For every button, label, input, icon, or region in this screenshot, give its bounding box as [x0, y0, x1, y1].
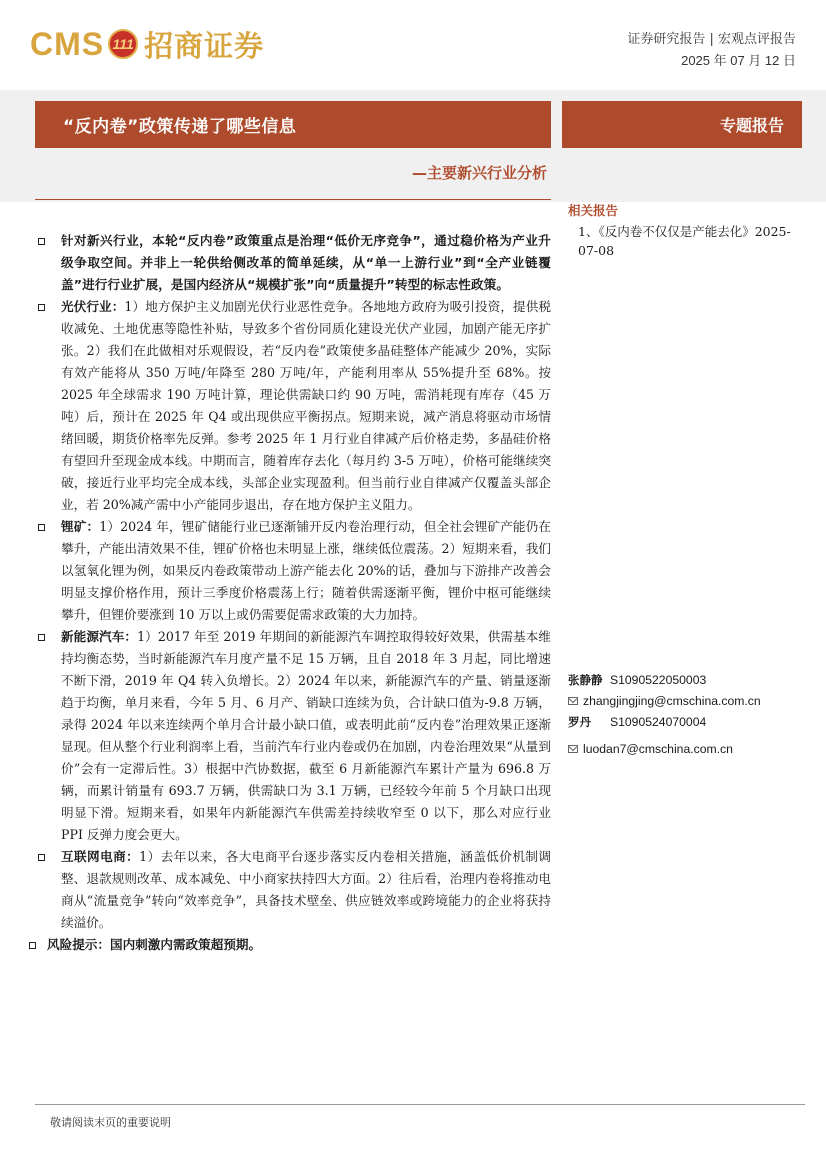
analyst-email[interactable]: luodan7@cmschina.com.cn [583, 742, 733, 756]
related-reports-title: 相关报告 [568, 203, 619, 218]
section-label: 锂矿： [61, 519, 100, 534]
summary-text: 针对新兴行业，本轮“反内卷”政策重点是治理“低价无序竞争”，通过稳价格为产业升级争取空间。并非上一轮供给侧改革的简单延续，从“单一上游行业”到“全产业链覆盖”进行行业扩展，是国内经济从“规模扩张”向“质量提升”转型的标志性政策。 [61, 233, 551, 292]
section-label: 互联网电商： [61, 849, 140, 864]
analyst-row [568, 670, 800, 690]
report-category: 证券研究报告 | 宏观点评报告 [627, 32, 796, 47]
analyst-name: 张静静 [568, 673, 603, 687]
analyst-email-row [568, 690, 800, 712]
section-text: 1）2024 年，锂矿储能行业已逐渐铺开反内卷治理行动，但全社会锂矿产能仍在攀升，产能出清效果不佳，锂矿价格也未明显上涨，继续低位震荡。2）短期来看，我们以氢氧化锂为例，如果反内卷政策带动上游产能去化 20%的话，叠加与下游排产改善会明显支撑价格作用，预计三季度价格震荡上行；随着供需逐渐平衡，锂价中枢可能继续攀升，但锂价要涨到 10 万以上或仍需要促需求政策的大力加持。 [61, 519, 551, 622]
report-title: “反内卷”政策传递了哪些信息 [63, 117, 297, 137]
analyst-email-row [568, 738, 800, 760]
report-subtitle: —主要新兴行业分析 [411, 164, 547, 182]
bullet-icon [38, 304, 45, 311]
risk-label: 风险提示： [47, 937, 110, 952]
bullet-icon [38, 854, 45, 861]
logo-latin: CMS [30, 25, 105, 62]
analyst-cert: S1090524070004 [610, 715, 707, 729]
bullet-icon [38, 634, 45, 641]
section-text: 1）去年以来，各大电商平台逐步落实反内卷相关措施，涵盖低价机制调整、退款规则改革、成本减免、中小商家扶持四大方面。2）往后看，治理内卷将推动电商从“流量竞争”转向“效率竞争”，具备技术壁垒、供应链效率或跨境能力的企业将获持续溢价。 [61, 849, 552, 930]
analyst-row [568, 712, 800, 732]
company-logo [30, 24, 264, 64]
section-text: 1）2017 年至 2019 年期间的新能源汽车调控取得较好效果，供需基本维持均衡态势，当时新能源汽车月度产量不足 15 万辆，且自 2018 年 3 月起，同比增速不断下滑，2019 年 Q4 转入负增长。2）2024 年以来，新能源汽车的产量、销量逐渐趋于均衡，单月来看，今年 5 月、6 月产、销缺口连续为负，合计缺口值为-9.8 万辆，录得 2024 年以来连续两个单月合计最小缺口值，或表明此前“反内卷”治理效果正逐渐显现。但从整个行业利润率上看，当前汽车行业内卷或仍在加剧，内卷治理效果“从量到价”会有一定滞后性。3）根据中汽协数据，截至 6 月新能源汽车累计产量为 696.8 万辆，而累计销量有 693.7 万辆，供需缺口为 3.1 万辆，已经较今年前 5 个月缺口出现明显下滑。短期来看，如果年内新能源汽车供需差持续收窄至 0 以下，那么对应行业 PPI 反弹力度会更大。 [61, 629, 552, 842]
footer-disclaimer: 敬请阅读末页的重要说明 [50, 1116, 171, 1129]
section-label: 光伏行业： [61, 299, 125, 314]
related-report-link[interactable]: 1、《反内卷不仅仅是产能去化》2025-07-08 [578, 224, 791, 258]
title-bar [35, 101, 551, 148]
bullet-icon [38, 238, 45, 245]
analyst-block [568, 670, 800, 760]
report-type-bar [562, 101, 802, 148]
section-photovoltaic [35, 296, 551, 516]
mail-icon [568, 697, 578, 705]
analyst-email[interactable]: zhangjingjing@cmschina.com.cn [583, 694, 761, 708]
risk-text: 国内刺激内需政策超预期。 [109, 937, 262, 952]
section-label: 新能源汽车： [61, 629, 138, 644]
report-date: 2025 年 07 月 12 日 [681, 53, 796, 68]
logo-badge-icon: 111 [108, 29, 138, 59]
bullet-icon [38, 524, 45, 531]
footer-divider [35, 1104, 805, 1105]
bullet-icon [29, 942, 36, 949]
related-reports [568, 201, 794, 260]
main-content [35, 230, 551, 956]
analyst-cert: S1090522050003 [610, 673, 707, 687]
risk-warning [31, 934, 551, 956]
section-lithium [35, 516, 551, 626]
logo-chinese: 招商证券 [144, 28, 265, 63]
section-nev [35, 626, 551, 846]
analyst-name: 罗丹 [568, 715, 591, 729]
mail-icon [568, 745, 578, 753]
summary-paragraph [35, 230, 551, 296]
title-divider [35, 199, 551, 200]
section-ecommerce [35, 846, 551, 934]
section-text: 1）地方保护主义加剧光伏行业恶性竞争。各地地方政府为吸引投资，提供税收减免、土地优惠等隐性补贴，导致多个省份同质化建设光伏产业园，加剧产能无序扩张。2）我们在此做相对乐观假设，若“反内卷”政策使多晶硅整体产能减少 20%，实际有效产能将从 350 万吨/年降至 280 万吨/年，产能利用率从 55%提升至 68%。按 2025 年全球需求 190 万吨计算，理论供需缺口约 90 万吨，需消耗现有库存（45 万吨）后，预计在 2025 年 Q4 或出现供应平衡拐点。短期来说，减产消息将驱动市场情绪回暖，期货价格率先反弹。参考 2025 年 1 月行业自律减产后价格走势，多晶硅价格有望回升至现金成本线。中期而言，随着库存去化（每月约 3-5 万吨），价格可能继续突破，接近行业平均完全成本线，头部企业实现盈利。但当前行业自律减产仅覆盖头部企业，若 20%减产需中小产能同步退出，存在地方保护主义阻力。 [61, 299, 551, 512]
report-type: 专题报告 [719, 116, 784, 135]
